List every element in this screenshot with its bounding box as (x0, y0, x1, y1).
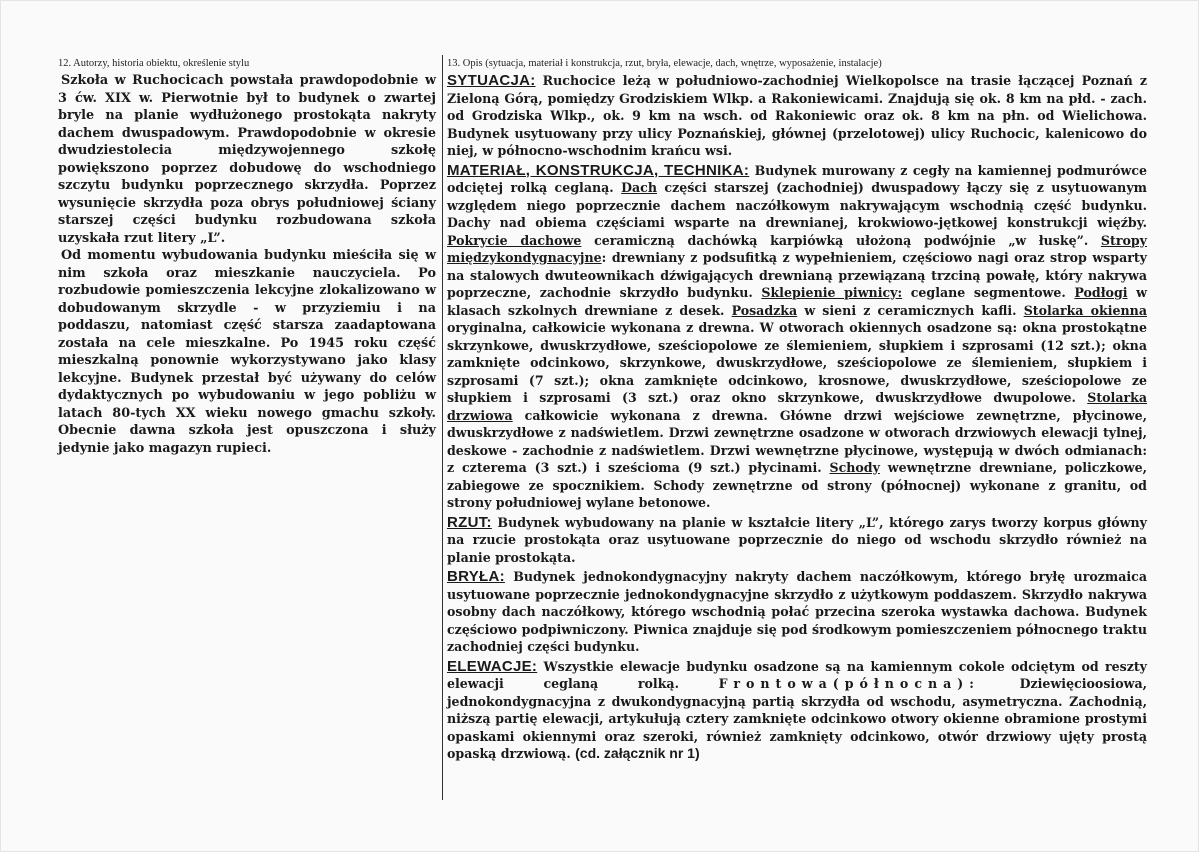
rzut-text: Budynek wybudowany na planie w kształcie litery „L”, którego zarys tworzy korpus główny na rzucie prostokąta oraz usytuowane poprzecznie do niego od wschodu skrzydło również na planie prostokąta. (447, 514, 1147, 565)
material-text: oryginalna, całkowicie wykonana z drewna. W otworach okiennych osadzone są: okna prostokątne skrzynkowe, dwuskrzydłowe, sześciopolowe ze ślemieniem, słupkiem i szprosami (12 szt.); okna zamknięte odcinkowo, skrzynkowe, dwuskrzydłowe, sześciopolowe ze ślemieniem, słupkiem i szprosami (7 szt.); okna zamknięte odcinkowo, krosnowe, dwuskrzydłowe, sześciopolowe ze słupkiem i szprosami (3 szt.) oraz okno skrzynkowe, dwuskrzydłowe dwupolowe. (447, 320, 1147, 405)
material-text: ceramiczną dachówką karpiówką ułożoną podwójnie „w łuskę”. (581, 232, 1101, 248)
description-column (447, 58, 1147, 765)
material-text: w klasach szkolnych drewniane z desek. (447, 285, 1147, 318)
elewacje-text: Dziewięcioosiowa, jednokondygnacyjna z dwukondygnacyjną partią skrzydła od wschodu, asymetryczna. Zachodnią, niższą partię elewacji, artykułują cztery zamknięte odcinkowo otwory okienne obramione prostymi opaskami okiennymi oraz szeroki, również zamknięty odcinkowo, otwór drzwiowy ujęty prostą opaską drzwiową. (447, 676, 1147, 761)
material-text: wewnętrzne drewniane, policzkowe, zabiegowe ze spocznikiem. Schody zewnętrzne od strony (północnej) wykonane z granitu, od strony południowej wylane betonowe. (447, 460, 1147, 510)
frontowa-label: Frontowa(północna): (718, 676, 980, 691)
history-paragraph-1: Szkoła w Ruchocicach powstała prawdopodobnie w 3 ćw. XIX w. Pierwotnie był to budynek o zwartej bryle na planie wydłużonego prostokąta nakryty dachem dwuspadowym. Prawdopodobnie w okresie dwudziestolecia międzywojennego szkołę powiększono poprzez dobudowę do wschodniego szczytu budynku poprzecznego skrzydła. Poprzez wysunięcie skrzydła poza obrys południowej ściany starszej części budynku rozbudowana szkoła uzyskała rzut litery „L”. (58, 73, 436, 246)
material-text: ceglane segmentowe. (902, 285, 1075, 300)
elewacje-text: Wszystkie elewacje budynku osadzone są na kamiennym cokole odciętym od reszty elewacji ceglaną rolką. (447, 658, 1147, 691)
material-paragraph (447, 162, 1147, 512)
posadzka-term: Posadzka (731, 302, 798, 318)
sklepienie-term: Sklepienie piwnicy: (761, 285, 903, 300)
material-text: Budynek murowany z cegły na kamiennej podmurówce odciętej rolką ceglaną. (447, 162, 1147, 195)
history-column (58, 58, 436, 457)
history-paragraph-2: Od momentu wybudowania budynku mieściła się w nim szkoła oraz mieszkanie nauczyciela. Po rozbudowie pomieszczenia lekcyjne zlokalizowano w dobudowanym skrzydle - w przyziemiu i na poddaszu, natomiast część starsza zaadaptowana została na cele mieszkalne. Po 1945 roku część mieszkalną ponownie wykorzystywano jako klasy lekcyjne. Budynek przestał być używany do celów dydaktycznych po wybudowaniu w jego pobliżu w latach 80-tych XX wieku nowego gmachu szkoły. Obecnie dawna szkoła jest opuszczona i służy jedynie jako magazyn rupieci. (58, 248, 436, 456)
bryla-text: Budynek jednokondygnacyjny nakryty dachem naczółkowym, którego bryłę urozmaica usytuowane poprzecznie jednokondygnacyjne skrzydło z użytkowym poddaszem. Skrzydło nakrywa osobny dach naczółkowy, którego wschodnią połać przecina szeroka wystawka dachowa. Budynek częściowo podpiwniczony. Piwnica znajduje się pod środkowym pomieszczeniem północnego traktu zachodniej części budynku. (447, 569, 1147, 654)
bryla-paragraph (447, 568, 1147, 656)
material-text: : drewniany z podsufitką z wypełnieniem, częściowo nagi oraz strop wsparty na stalowych dwuteownikach dźwigających drewnianą przewiązaną trzciną powałę, który nakrywa poprzeczne, zachodnie skrzydło budynku. (447, 250, 1147, 300)
sytuacja-paragraph (447, 72, 1147, 160)
stropy-term: Stropy międzykondygnacyjne (447, 232, 1147, 265)
pokrycie-term: Pokrycie dachowe (447, 232, 582, 248)
history-text (58, 72, 436, 457)
sytuacja-heading: SYTUACJA: (447, 72, 536, 89)
material-text: całkowicie wykonana z drewna. Główne drzwi wejściowe zewnętrzne, płycinowe, dwuskrzydłowe z nadświetlem. Drzwi zewnętrzne osadzone w otworach drzwiowych elewacji tylnej, deskowe - zachodnie z nadświetlem. Drzwi wewnętrzne płycinowe, występują w dwóch odmianach: z czterema (3 szt.) i sześcioma (9 szt.) płycinami. (447, 407, 1147, 475)
schody-term: Schody (829, 460, 880, 475)
bryla-heading: BRYŁA: (447, 568, 505, 585)
rzut-paragraph (447, 514, 1147, 567)
attachment-reference: (cd. załącznik nr 1) (575, 745, 700, 761)
podlogi-term: Podłogi (1074, 285, 1128, 300)
stolarka-drzwiowa-term: Stolarka drzwiowa (447, 390, 1147, 423)
material-text: części starszej (zachodniej) dwuspadowy łączy się z usytuowanym względem niego poprzecznie dachem naczółkowym nakrywającym wschodnią część budynku. Dachy nad obiema częściami wsparte na drewnianej, krokwiowo-jętkowej konstrukcji więźby. (447, 180, 1147, 230)
description-section-header: 13. Opis (sytuacja, materiał i konstrukcja, rzut, bryła, elewacje, dach, wnętrze, wyposażenie, instalacje) (447, 58, 882, 69)
column-divider (442, 55, 443, 800)
rzut-heading: RZUT: (447, 513, 492, 531)
elewacje-paragraph (447, 658, 1147, 763)
history-section-header: 12. Autorzy, historia obiektu, określenie stylu (58, 58, 250, 69)
sytuacja-text: Ruchocice leżą w południowo-zachodniej Wielkopolsce na trasie łączącej Poznań z Zieloną Górą, pomiędzy Grodziskiem Wlkp. a Rakoniewicami. Znajdują się ok. 8 km na płd. - zach. od Grodziska Wlkp., ok. 9 km na wsch. od Rakoniewic oraz ok. 8 km na płn. od Wielichowa. Budynek usytuowany przy ulicy Poznańskiej, głównej (przelotowej) ulicy Ruchocic, kalenicowo do niej, w północno-wschodnim krańcu wsi. (447, 73, 1147, 158)
stolarka-okienna-term: Stolarka okienna (1023, 302, 1147, 318)
material-heading: MATERIAŁ, KONSTRUKCJA, TECHNIKA: (447, 161, 750, 179)
dach-term: Dach (621, 180, 657, 195)
material-text: w sieni z ceramicznych kafli. (797, 302, 1024, 318)
elewacje-heading: ELEWACJE: (447, 657, 538, 675)
description-text (447, 72, 1147, 763)
